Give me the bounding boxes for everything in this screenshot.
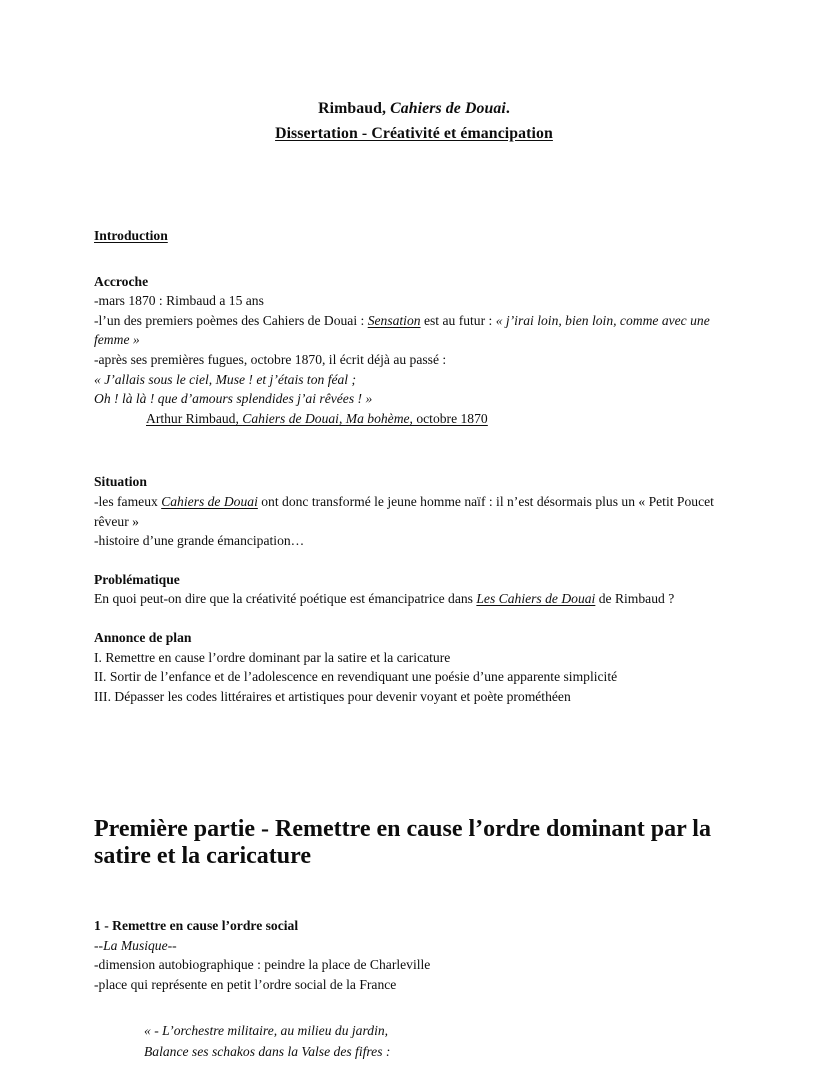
situation-line-1 [94,492,734,531]
heading-problematique: Problématique [94,571,180,587]
problematique-part-b: de Rimbaud ? [595,591,675,607]
accroche-line-2-part-b: est au futur : [420,312,496,328]
document-title-line-2: Dissertation - Créativité et émancipation [275,125,553,142]
heading-annonce-de-plan: Annonce de plan [94,629,192,645]
title-spacer [94,146,734,226]
work-title-cahiers-de-douai: Cahiers de Douai [161,493,258,509]
work-marker-prefix: -- [94,937,104,953]
accroche-verse-1: « J’allais sous le ciel, Muse ! et j’étais ton féal ; [94,371,356,387]
heading-premiere-partie: Première partie - Remettre en cause l’ordre dominant par la satire et la caricature [94,816,711,870]
attribution-date: , octobre 1870 [409,410,488,426]
subsection-1-ordre-social [94,916,734,1062]
plan-list [94,648,734,707]
quote-verse-1: « - L’orchestre militaire, au milieu du jardin, [144,1023,389,1039]
accroche-line-1: -mars 1870 : Rimbaud a 15 ans [94,293,264,309]
accroche-attribution [94,409,734,429]
subsection-situation [94,472,734,550]
work-marker-la-musique [94,936,734,956]
work-title-les-cahiers-de-douai: Les Cahiers de Douai [476,591,596,607]
spacer-after-introduction-heading [94,246,734,272]
heading-situation: Situation [94,474,147,490]
subsection-1-line-2: -place qui représente en petit l’ordre social de la France [94,976,397,992]
spacer-after-premiere-partie-heading [94,890,734,916]
situation-line-1-part-a: -les fameux [94,493,162,509]
work-marker-suffix: -- [167,937,177,953]
accroche-verse-2: Oh ! là là ! que d’amours splendides j’ai rêvées ! » [94,391,373,407]
quote-verse-2: Balance ses schakos dans la Valse des fifres : [144,1044,391,1060]
plan-item-1: I. Remettre en cause l’ordre dominant par la satire et la caricature [94,649,451,665]
heading-introduction: Introduction [94,228,168,243]
problematique-text [94,589,734,609]
section-introduction [94,226,734,706]
accroche-line-3: -après ses premières fugues, octobre 1870, il écrit déjà au passé : [94,351,447,367]
plan-item-3: III. Dépasser les codes littéraires et artistiques pour devenir voyant et poète prométhéen [94,688,571,704]
accroche-line-2 [94,311,734,350]
document-title [94,0,734,146]
spacer-before-quote [94,994,734,1020]
subsection-1-line-1: -dimension autobiographique : peindre la place de Charleville [94,957,431,973]
situation-line-2: -histoire d’une grande émancipation… [94,533,305,549]
subsection-annonce-de-plan [94,628,734,706]
accroche-quotation-sensation: « j’irai loin, bien loin, comme avec une femme » [94,312,710,348]
spacer-before-premiere-partie [94,706,734,796]
attribution-work-1: Cahiers de Douai [242,410,339,426]
title-period: . [505,100,510,117]
title-author: Rimbaud, [318,100,391,117]
document-title-line-1 [94,96,734,121]
spacer-before-problematique [94,551,734,570]
subsection-problematique [94,570,734,609]
work-title-la-musique: La Musique [103,937,168,953]
subsection-accroche [94,272,734,429]
attribution-work-2: Ma bohème [345,410,410,426]
spacer-before-annonce-de-plan [94,609,734,628]
title-work: Cahiers de Douai [390,100,506,117]
accroche-line-2-part-a: -l’un des premiers poèmes des Cahiers de Douai : [94,312,368,328]
heading-subsection-1: 1 - Remettre en cause l’ordre social [94,918,299,934]
situation-line-1-part-b: ont donc transformé le jeune homme naïf : il n’est désormais plus un « Petit Poucet rêveur » [94,493,714,529]
plan-item-2: II. Sortir de l’enfance et de l’adolescence en revendiquant une poésie d’une apparente simplicité [94,669,618,685]
problematique-part-a: En quoi peut-on dire que la créativité poétique est émancipatrice dans [94,591,477,607]
quote-la-musique [94,1020,734,1062]
attribution-author: Arthur Rimbaud, [146,410,243,426]
spacer-before-situation [94,428,734,472]
heading-accroche: Accroche [94,273,149,289]
section-premiere-partie [94,816,734,1062]
work-title-sensation: Sensation [367,312,421,328]
attribution-separator: , [338,410,346,426]
